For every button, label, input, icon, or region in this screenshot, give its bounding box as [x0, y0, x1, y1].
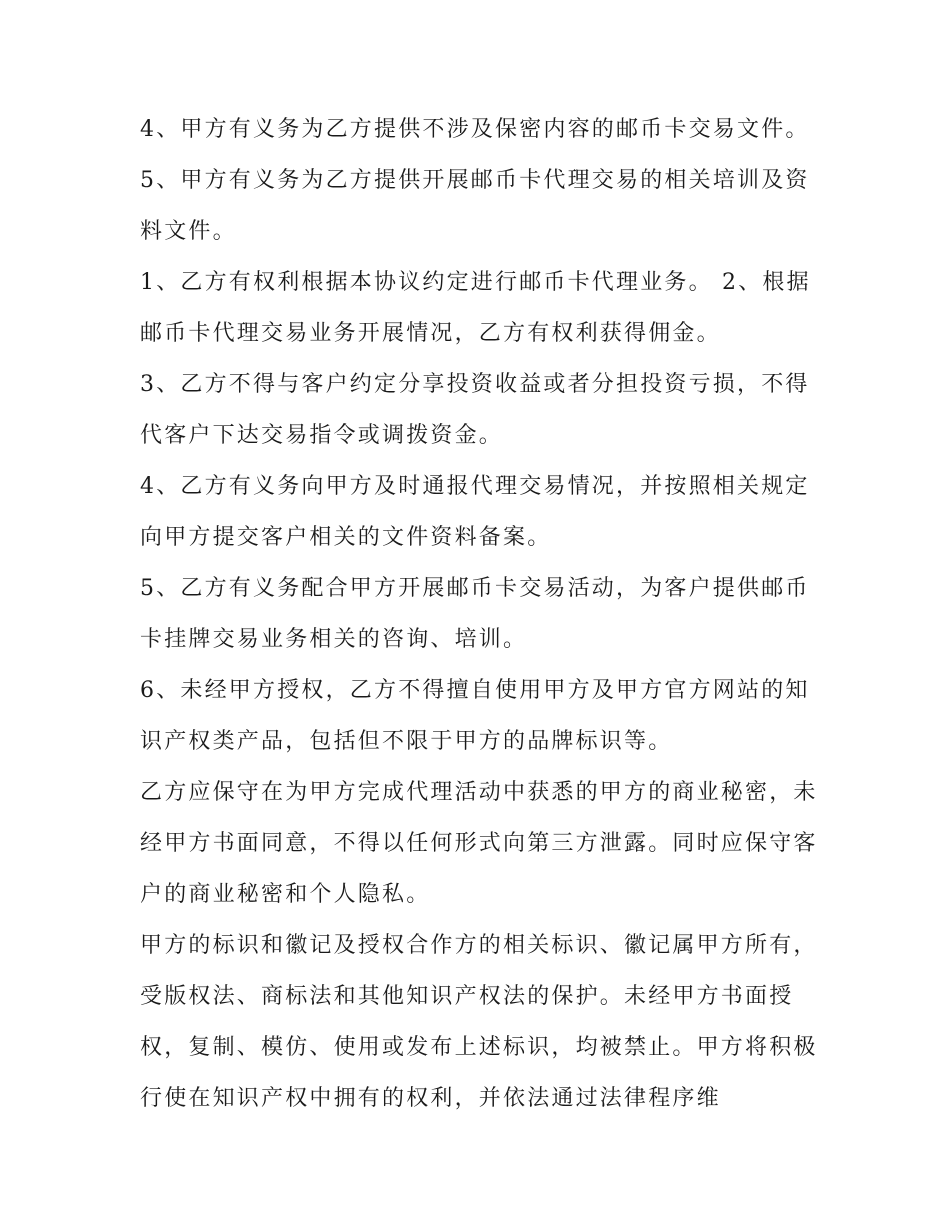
paragraph-clause-3: 3、乙方不得与客户约定分享投资收益或者分担投资亏损，不得代客户下达交易指令或调拨资金。 — [140, 372, 810, 448]
paragraph-confidentiality: 乙方应保守在为甲方完成代理活动中获悉的甲方的商业秘密，未经甲方书面同意，不得以任何形式向第三方泄露。同时应保守客户的商业秘密和个人隐私。 — [140, 780, 818, 907]
paragraph-party-b-rights: 1、乙方有权利根据本协议约定进行邮币卡代理业务。 2、根据邮币卡代理交易业务开展情况，乙方有权利获得佣金。 — [140, 270, 811, 346]
paragraph-clause-5: 5、乙方有义务配合甲方开展邮币卡交易活动，为客户提供邮币卡挂牌交易业务相关的咨询、培训。 — [140, 576, 810, 652]
paragraph-intellectual-property: 甲方的标识和徽记及授权合作方的相关标识、徽记属甲方所有，受版权法、商标法和其他知识产权法的保护。未经甲方书面授权，复制、模仿、使用或发布上述标识，均被禁止。甲方将积极行使在知识产权中拥有的权利，并依法通过法律程序维 — [140, 933, 818, 1111]
document-body — [140, 104, 820, 1124]
paragraph-clause-4: 4、乙方有义务向甲方及时通报代理交易情况，并按照相关规定向甲方提交客户相关的文件资料备案。 — [140, 474, 810, 550]
paragraph-clause-6: 6、未经甲方授权，乙方不得擅自使用甲方及甲方官方网站的知识产权类产品，包括但不限于甲方的品牌标识等。 — [140, 678, 810, 754]
paragraph-party-a-obligations: 4、甲方有义务为乙方提供不涉及保密内容的邮币卡交易文件。 5、甲方有义务为乙方提供开展邮币卡代理交易的相关培训及资料文件。 — [140, 117, 810, 244]
